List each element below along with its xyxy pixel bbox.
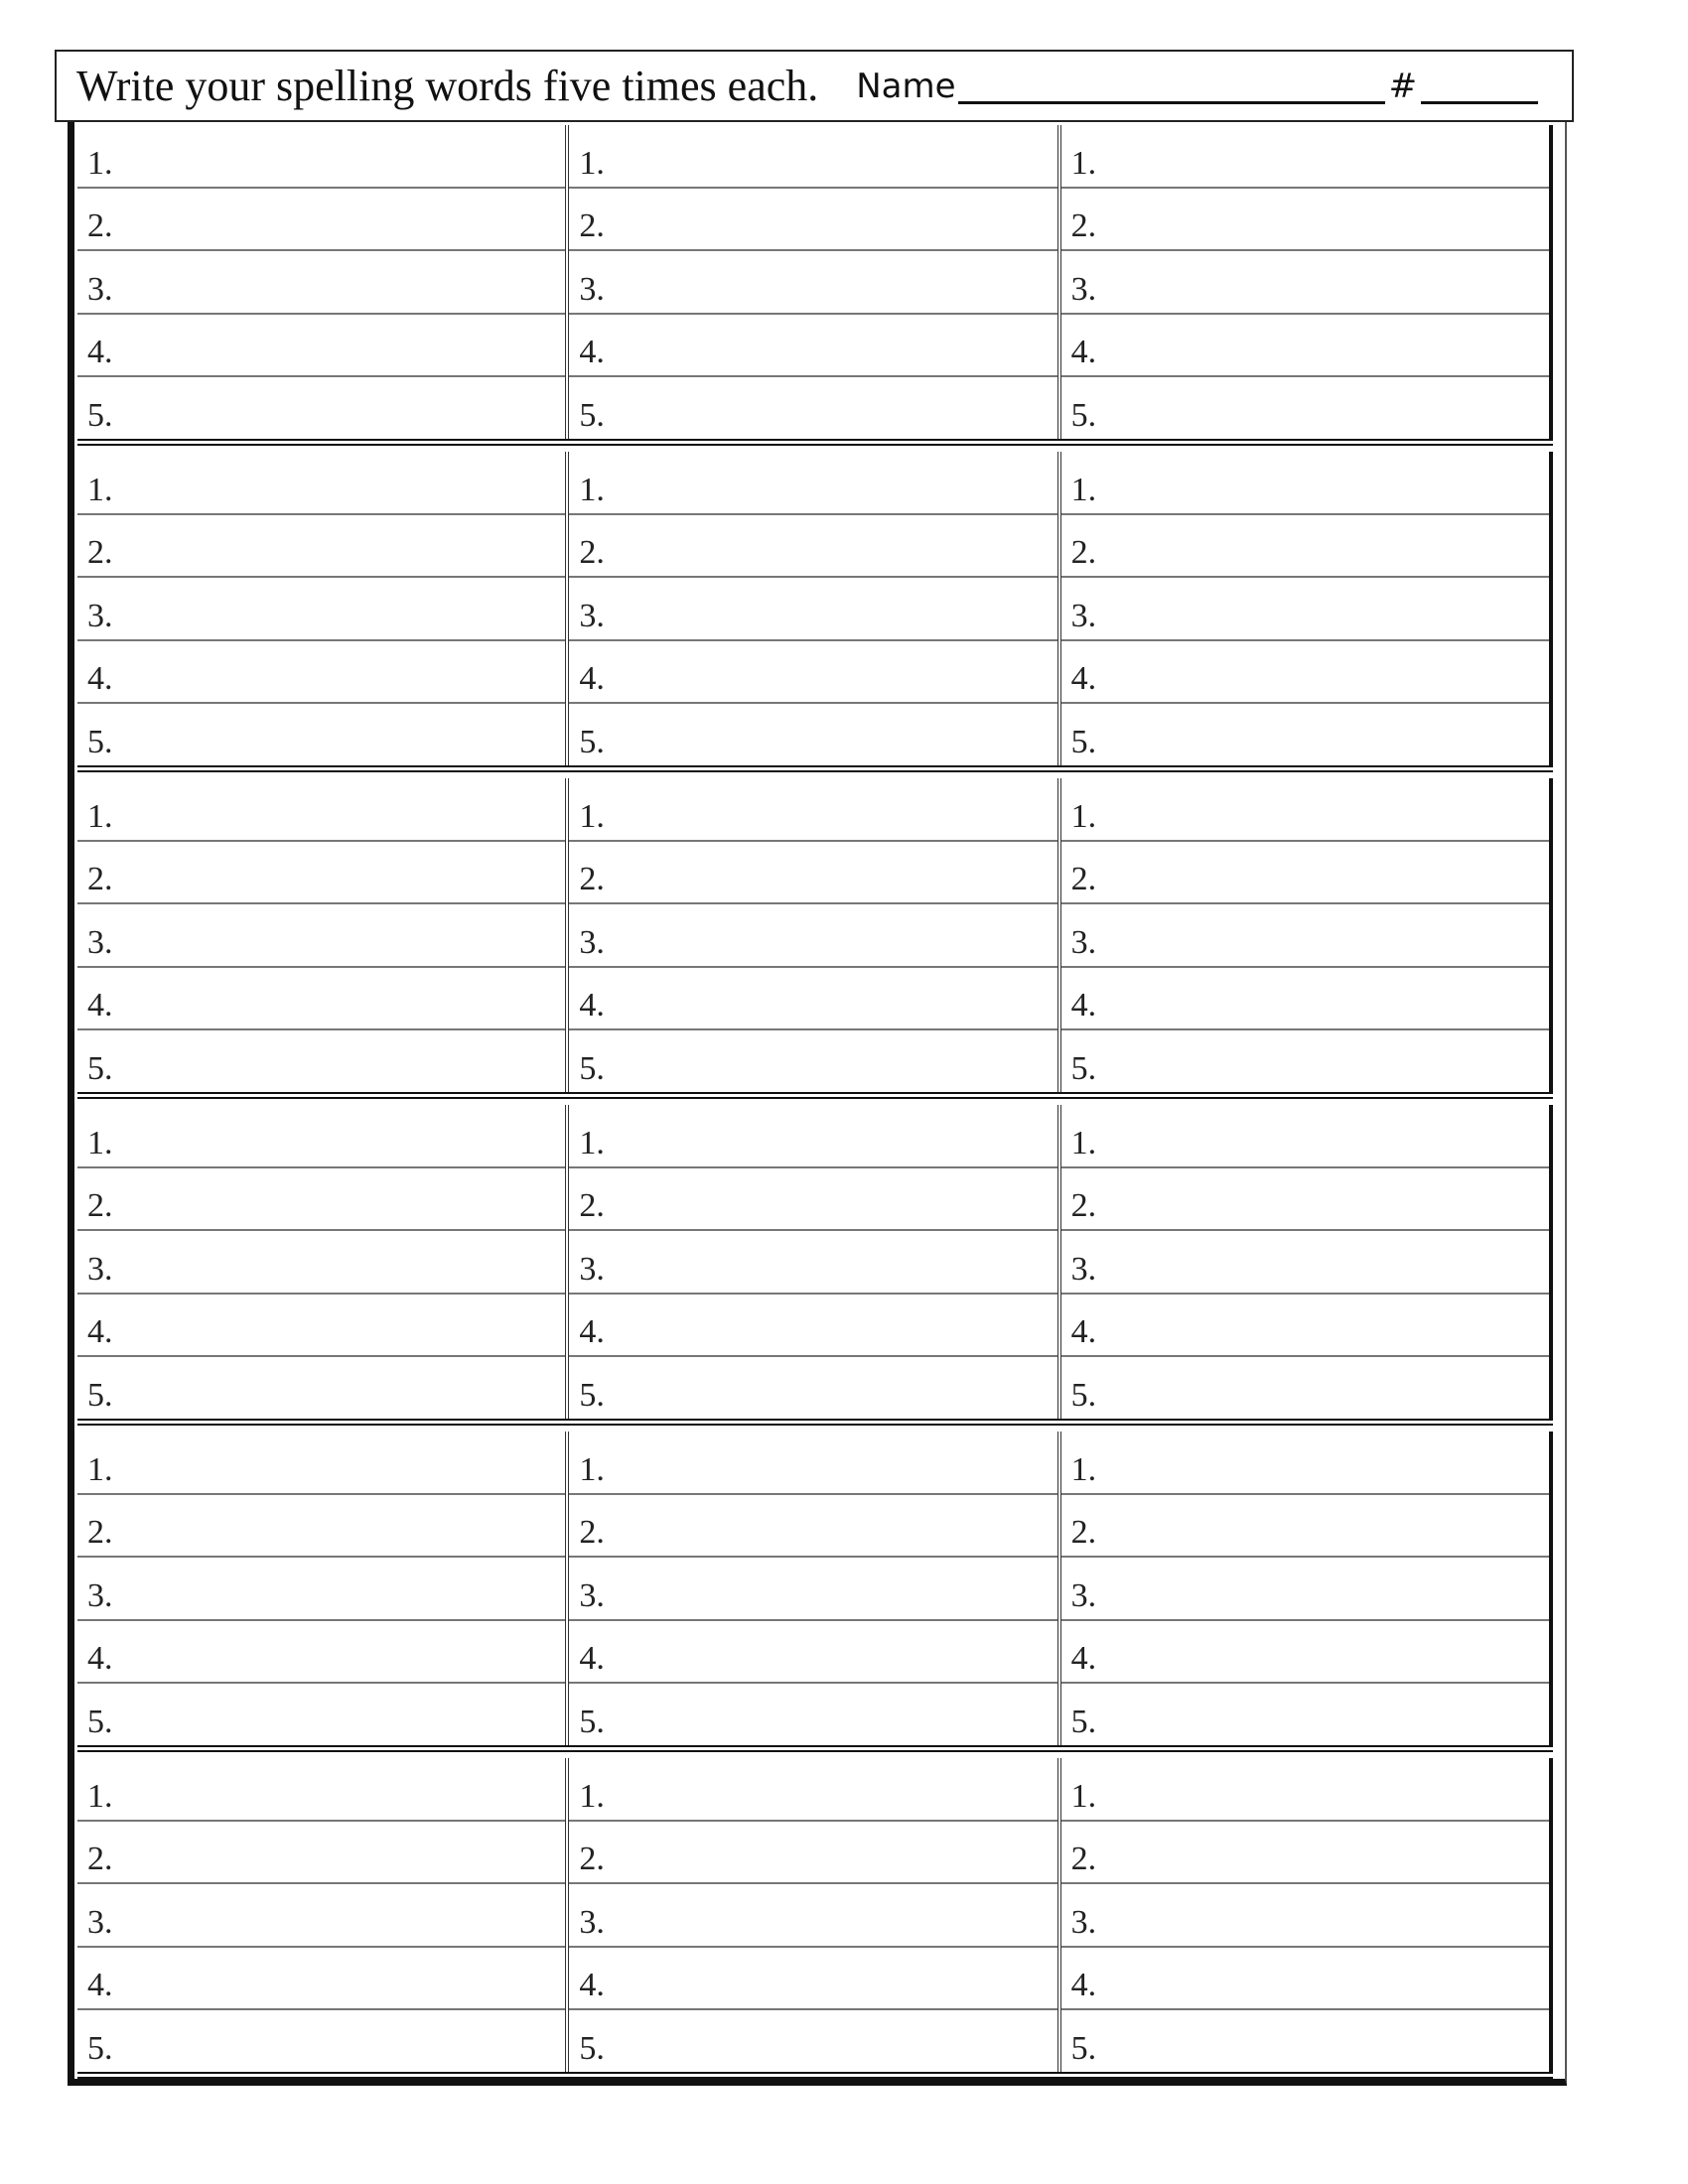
word-block (77, 452, 1553, 772)
line-number: 2. (1070, 534, 1097, 572)
name-field[interactable] (958, 68, 1385, 104)
writing-line[interactable] (569, 1231, 1056, 1295)
line-number: 4. (579, 987, 605, 1024)
writing-line[interactable] (77, 778, 565, 842)
writing-line[interactable] (569, 1168, 1056, 1232)
word-column (77, 1758, 569, 2072)
word-column (1061, 452, 1553, 765)
word-block (77, 778, 1553, 1099)
line-number: 4. (87, 660, 113, 698)
line-number: 1. (1070, 1450, 1097, 1488)
line-number: 2. (1070, 1514, 1097, 1552)
line-number: 5. (579, 1049, 605, 1087)
word-column (569, 125, 1060, 439)
writing-line[interactable] (1061, 1105, 1549, 1168)
writing-line[interactable] (1061, 578, 1549, 641)
writing-line[interactable] (569, 251, 1056, 315)
line-number: 5. (1070, 1376, 1097, 1414)
line-number: 3. (87, 1903, 113, 1941)
writing-line[interactable] (569, 578, 1056, 641)
writing-line[interactable] (569, 1030, 1056, 1092)
line-number: 4. (87, 1640, 113, 1678)
line-number: 1. (1070, 144, 1097, 182)
writing-line[interactable] (1061, 452, 1549, 515)
writing-line[interactable] (77, 515, 565, 579)
line-number: 4. (87, 334, 113, 371)
writing-line[interactable] (569, 778, 1056, 842)
writing-line[interactable] (569, 1558, 1056, 1621)
line-number: 5. (579, 2029, 605, 2067)
name-label: Name (856, 66, 956, 106)
line-number: 5. (87, 723, 113, 760)
writing-line[interactable] (569, 1432, 1056, 1495)
line-number: 2. (1070, 207, 1097, 245)
writing-line[interactable] (569, 1495, 1056, 1559)
writing-line[interactable] (569, 2010, 1056, 2072)
writing-line[interactable] (77, 125, 565, 189)
line-number: 1. (579, 471, 605, 508)
writing-line[interactable] (1061, 1948, 1549, 2011)
writing-line[interactable] (77, 1168, 565, 1232)
line-number: 2. (87, 1841, 113, 1878)
line-number: 5. (579, 1376, 605, 1414)
line-number: 2. (1070, 861, 1097, 898)
writing-line[interactable] (77, 578, 565, 641)
line-number: 1. (579, 1777, 605, 1815)
line-number: 5. (1070, 1703, 1097, 1740)
writing-line[interactable] (1061, 1231, 1549, 1295)
writing-line[interactable] (569, 1822, 1056, 1885)
writing-line[interactable] (77, 2010, 565, 2072)
writing-line[interactable] (77, 452, 565, 515)
line-number: 2. (579, 207, 605, 245)
writing-line[interactable] (1061, 1168, 1549, 1232)
writing-line[interactable] (77, 641, 565, 705)
line-number: 5. (579, 723, 605, 760)
writing-line[interactable] (77, 1684, 565, 1745)
writing-line[interactable] (77, 1558, 565, 1621)
writing-line[interactable] (1061, 641, 1549, 705)
writing-line[interactable] (1061, 125, 1549, 189)
writing-line[interactable] (1061, 704, 1549, 765)
line-number: 1. (87, 1124, 113, 1161)
line-number: 3. (1070, 923, 1097, 961)
line-number: 4. (1070, 1640, 1097, 1678)
writing-line[interactable] (77, 1432, 565, 1495)
writing-line[interactable] (1061, 377, 1549, 439)
line-number: 1. (579, 1124, 605, 1161)
line-number: 2. (87, 1187, 113, 1225)
writing-line[interactable] (77, 1105, 565, 1168)
writing-line[interactable] (1061, 515, 1549, 579)
writing-line[interactable] (1061, 251, 1549, 315)
line-number: 3. (579, 1250, 605, 1288)
writing-line[interactable] (569, 1357, 1056, 1419)
word-column (1061, 1758, 1553, 2072)
writing-line[interactable] (77, 315, 565, 378)
writing-line[interactable] (569, 452, 1056, 515)
line-number: 1. (1070, 1124, 1097, 1161)
writing-line[interactable] (569, 315, 1056, 378)
line-number: 3. (579, 1903, 605, 1941)
writing-line[interactable] (1061, 842, 1549, 905)
line-number: 1. (87, 797, 113, 835)
line-number: 4. (87, 1313, 113, 1351)
word-column (1061, 125, 1553, 439)
line-number: 1. (1070, 471, 1097, 508)
writing-line[interactable] (1061, 1822, 1549, 1885)
line-number: 1. (87, 1777, 113, 1815)
word-column (569, 1105, 1060, 1419)
line-number: 1. (1070, 797, 1097, 835)
line-number: 5. (87, 396, 113, 434)
writing-line[interactable] (569, 1948, 1056, 2011)
writing-line[interactable] (1061, 1621, 1549, 1685)
line-number: 4. (1070, 987, 1097, 1024)
line-number: 3. (87, 597, 113, 634)
line-number: 5. (579, 396, 605, 434)
line-number: 4. (579, 1640, 605, 1678)
line-number: 2. (579, 1841, 605, 1878)
line-number: 4. (1070, 660, 1097, 698)
line-number: 2. (1070, 1841, 1097, 1878)
writing-line[interactable] (1061, 1030, 1549, 1092)
line-number: 3. (1070, 1250, 1097, 1288)
line-number: 4. (579, 334, 605, 371)
word-block (77, 1432, 1553, 1752)
line-number: 5. (579, 1703, 605, 1740)
writing-line[interactable] (1061, 1432, 1549, 1495)
writing-line[interactable] (77, 1030, 565, 1092)
line-number: 3. (579, 923, 605, 961)
line-number: 4. (1070, 1313, 1097, 1351)
writing-line[interactable] (1061, 315, 1549, 378)
line-number: 5. (1070, 1049, 1097, 1087)
writing-line[interactable] (569, 1105, 1056, 1168)
writing-line[interactable] (569, 1684, 1056, 1745)
line-number: 3. (1070, 1903, 1097, 1941)
writing-line[interactable] (569, 842, 1056, 905)
writing-line[interactable] (569, 1295, 1056, 1358)
line-number: 3. (87, 1250, 113, 1288)
writing-line[interactable] (77, 842, 565, 905)
writing-line[interactable] (569, 125, 1056, 189)
line-number: 3. (1070, 1576, 1097, 1614)
writing-line[interactable] (569, 377, 1056, 439)
word-block (77, 125, 1553, 446)
writing-line[interactable] (77, 704, 565, 765)
number-label: # (1388, 66, 1418, 106)
line-number: 2. (579, 1187, 605, 1225)
line-number: 2. (87, 1514, 113, 1552)
word-column (77, 778, 569, 1092)
word-column (569, 452, 1060, 765)
line-number: 4. (1070, 334, 1097, 371)
writing-line[interactable] (1061, 904, 1549, 968)
line-number: 3. (87, 270, 113, 308)
line-number: 1. (1070, 1777, 1097, 1815)
line-number: 5. (1070, 723, 1097, 760)
writing-line[interactable] (1061, 1884, 1549, 1948)
word-column (1061, 1105, 1553, 1419)
line-number: 2. (87, 207, 113, 245)
word-column (569, 1758, 1060, 2072)
line-number: 1. (87, 471, 113, 508)
line-number: 4. (1070, 1967, 1097, 2004)
writing-line[interactable] (77, 1231, 565, 1295)
word-column (569, 1432, 1060, 1745)
line-number: 3. (1070, 597, 1097, 634)
line-number: 3. (579, 1576, 605, 1614)
line-number: 2. (579, 861, 605, 898)
writing-line[interactable] (1061, 778, 1549, 842)
line-number: 2. (1070, 1187, 1097, 1225)
writing-line[interactable] (569, 704, 1056, 765)
writing-line[interactable] (77, 1357, 565, 1419)
line-number: 3. (579, 270, 605, 308)
writing-line[interactable] (1061, 1758, 1549, 1822)
line-number: 5. (87, 2029, 113, 2067)
writing-line[interactable] (1061, 968, 1549, 1031)
word-column (77, 1432, 569, 1745)
writing-line[interactable] (569, 1884, 1056, 1948)
writing-line[interactable] (77, 1758, 565, 1822)
writing-line[interactable] (77, 1822, 565, 1885)
writing-line[interactable] (569, 1758, 1056, 1822)
line-number: 5. (87, 1376, 113, 1414)
writing-line[interactable] (1061, 1558, 1549, 1621)
writing-line[interactable] (569, 189, 1056, 252)
word-column (77, 1105, 569, 1419)
line-number: 2. (87, 534, 113, 572)
writing-line[interactable] (77, 968, 565, 1031)
line-number: 3. (579, 597, 605, 634)
writing-line[interactable] (1061, 1295, 1549, 1358)
line-number: 4. (579, 1313, 605, 1351)
writing-line[interactable] (77, 1495, 565, 1559)
writing-line[interactable] (77, 1948, 565, 2011)
word-column (1061, 778, 1553, 1092)
word-column (77, 452, 569, 765)
word-block (77, 1758, 1553, 2079)
worksheet-header (55, 50, 1574, 122)
line-number: 5. (1070, 396, 1097, 434)
line-number: 1. (579, 797, 605, 835)
line-number: 3. (87, 1576, 113, 1614)
writing-line[interactable] (77, 1884, 565, 1948)
writing-line[interactable] (1061, 1357, 1549, 1419)
line-number: 1. (87, 1450, 113, 1488)
writing-line[interactable] (77, 904, 565, 968)
word-column (569, 778, 1060, 1092)
writing-line[interactable] (569, 904, 1056, 968)
writing-line[interactable] (569, 515, 1056, 579)
instruction-text: Write your spelling words five times each. (76, 62, 819, 110)
line-number: 1. (87, 144, 113, 182)
line-number: 2. (579, 534, 605, 572)
line-number: 3. (87, 923, 113, 961)
writing-line[interactable] (569, 1621, 1056, 1685)
line-number: 3. (1070, 270, 1097, 308)
writing-line[interactable] (569, 641, 1056, 705)
writing-line[interactable] (1061, 189, 1549, 252)
writing-line[interactable] (1061, 1684, 1549, 1745)
writing-line[interactable] (77, 1621, 565, 1685)
line-number: 4. (87, 1967, 113, 2004)
line-number: 1. (579, 1450, 605, 1488)
line-number: 2. (579, 1514, 605, 1552)
writing-line[interactable] (1061, 2010, 1549, 2072)
writing-line[interactable] (77, 189, 565, 252)
writing-line[interactable] (77, 251, 565, 315)
line-number: 2. (87, 861, 113, 898)
writing-line[interactable] (569, 968, 1056, 1031)
writing-line[interactable] (77, 377, 565, 439)
word-block (77, 1105, 1553, 1426)
writing-line[interactable] (1061, 1495, 1549, 1559)
number-field[interactable] (1421, 68, 1538, 104)
line-number: 5. (87, 1703, 113, 1740)
spelling-grid (77, 125, 1553, 2079)
line-number: 5. (1070, 2029, 1097, 2067)
line-number: 4. (579, 1967, 605, 2004)
word-column (77, 125, 569, 439)
line-number: 4. (579, 660, 605, 698)
line-number: 5. (87, 1049, 113, 1087)
writing-line[interactable] (77, 1295, 565, 1358)
word-column (1061, 1432, 1553, 1745)
line-number: 4. (87, 987, 113, 1024)
line-number: 1. (579, 144, 605, 182)
